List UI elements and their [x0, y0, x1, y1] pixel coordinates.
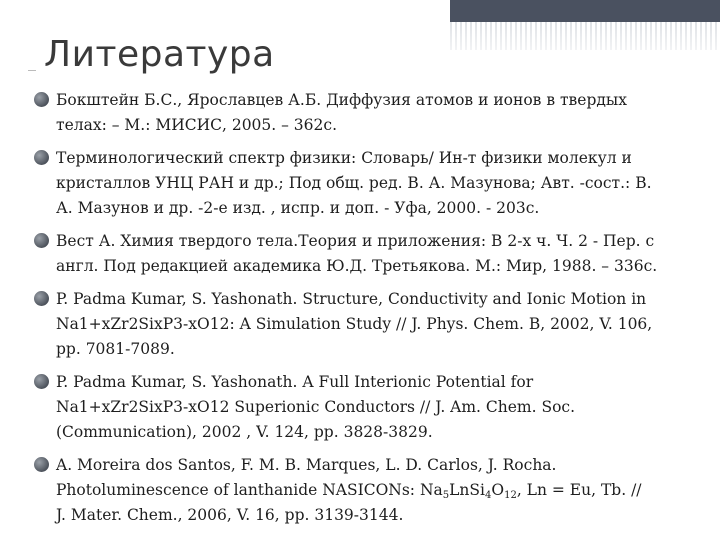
reference-item-4	[34, 287, 714, 362]
reference-item-1	[34, 88, 714, 138]
formula-text: LnSi	[449, 481, 485, 499]
reference-line: Na1+xZr2SixP3-xO12: A Simulation Study // J. Phys. Chem. B, 2002, V. 106,	[56, 315, 653, 333]
reference-line: (Communication), 2002 , V. 124, pp. 3828-3829.	[56, 423, 433, 441]
reference-line: англ. Под редакцией академика Ю.Д. Третьякова. М.: Мир, 1988. – 336с.	[56, 257, 658, 275]
reference-line: P. Padma Kumar, S. Yashonath. Structure, Conductivity and Ionic Motion in	[56, 290, 647, 308]
reference-line: J. Mater. Chem., 2006, V. 16, pp. 3139-3144.	[56, 506, 404, 524]
reference-line: P. Padma Kumar, S. Yashonath. A Full Interionic Potential for	[56, 373, 534, 391]
title-rule	[28, 70, 36, 71]
formula-subscript: 12	[504, 490, 517, 501]
formula-text: O	[491, 481, 505, 499]
reference-line: Na1+xZr2SixP3-xO12 Superionic Conductors // J. Am. Chem. Soc.	[56, 398, 576, 416]
formula-text: Photoluminescence of lanthanide NASICONs: Na	[56, 481, 443, 499]
bullet-icon	[34, 150, 49, 165]
reference-item-2	[34, 146, 714, 221]
bullet-icon	[34, 233, 49, 248]
formula-text: , Ln = Eu, Tb. //	[516, 481, 642, 499]
reference-line: кристаллов УНЦ РАН и др.; Под общ. ред. В. А. Мазунова; Авт. -сост.: В.	[56, 174, 652, 192]
bullet-icon	[34, 92, 49, 107]
bullet-icon	[34, 457, 49, 472]
reference-line: A. Moreira dos Santos, F. M. B. Marques, L. D. Carlos, J. Rocha.	[56, 456, 557, 474]
reference-line-formula	[56, 478, 714, 503]
reference-item-5	[34, 370, 714, 445]
bullet-icon	[34, 374, 49, 389]
bullet-icon	[34, 291, 49, 306]
reference-line: Вест А. Химия твердого тела.Теория и приложения: В 2-х ч. Ч. 2 - Пер. с	[56, 232, 655, 250]
page-title: Литература	[44, 34, 275, 75]
reference-line: Терминологический спектр физики: Словарь/ Ин-т физики молекул и	[56, 149, 632, 167]
header-decoration-dark	[450, 0, 720, 22]
reference-line: А. Мазунов и др. -2-е изд. , испр. и доп. - Уфа, 2000. - 203с.	[56, 199, 540, 217]
reference-line: Бокштейн Б.С., Ярославцев А.Б. Диффузия атомов и ионов в твердых	[56, 91, 627, 109]
formula-subscript: 4	[485, 490, 492, 501]
header-decoration-fade	[450, 22, 720, 50]
reference-item-3	[34, 229, 714, 279]
reference-list	[34, 88, 714, 536]
formula-subscript: 5	[442, 490, 450, 501]
reference-line: pp. 7081-7089.	[56, 340, 175, 358]
reference-line: телах: – М.: МИСИС, 2005. – 362с.	[56, 116, 337, 134]
reference-item-6	[34, 453, 714, 528]
